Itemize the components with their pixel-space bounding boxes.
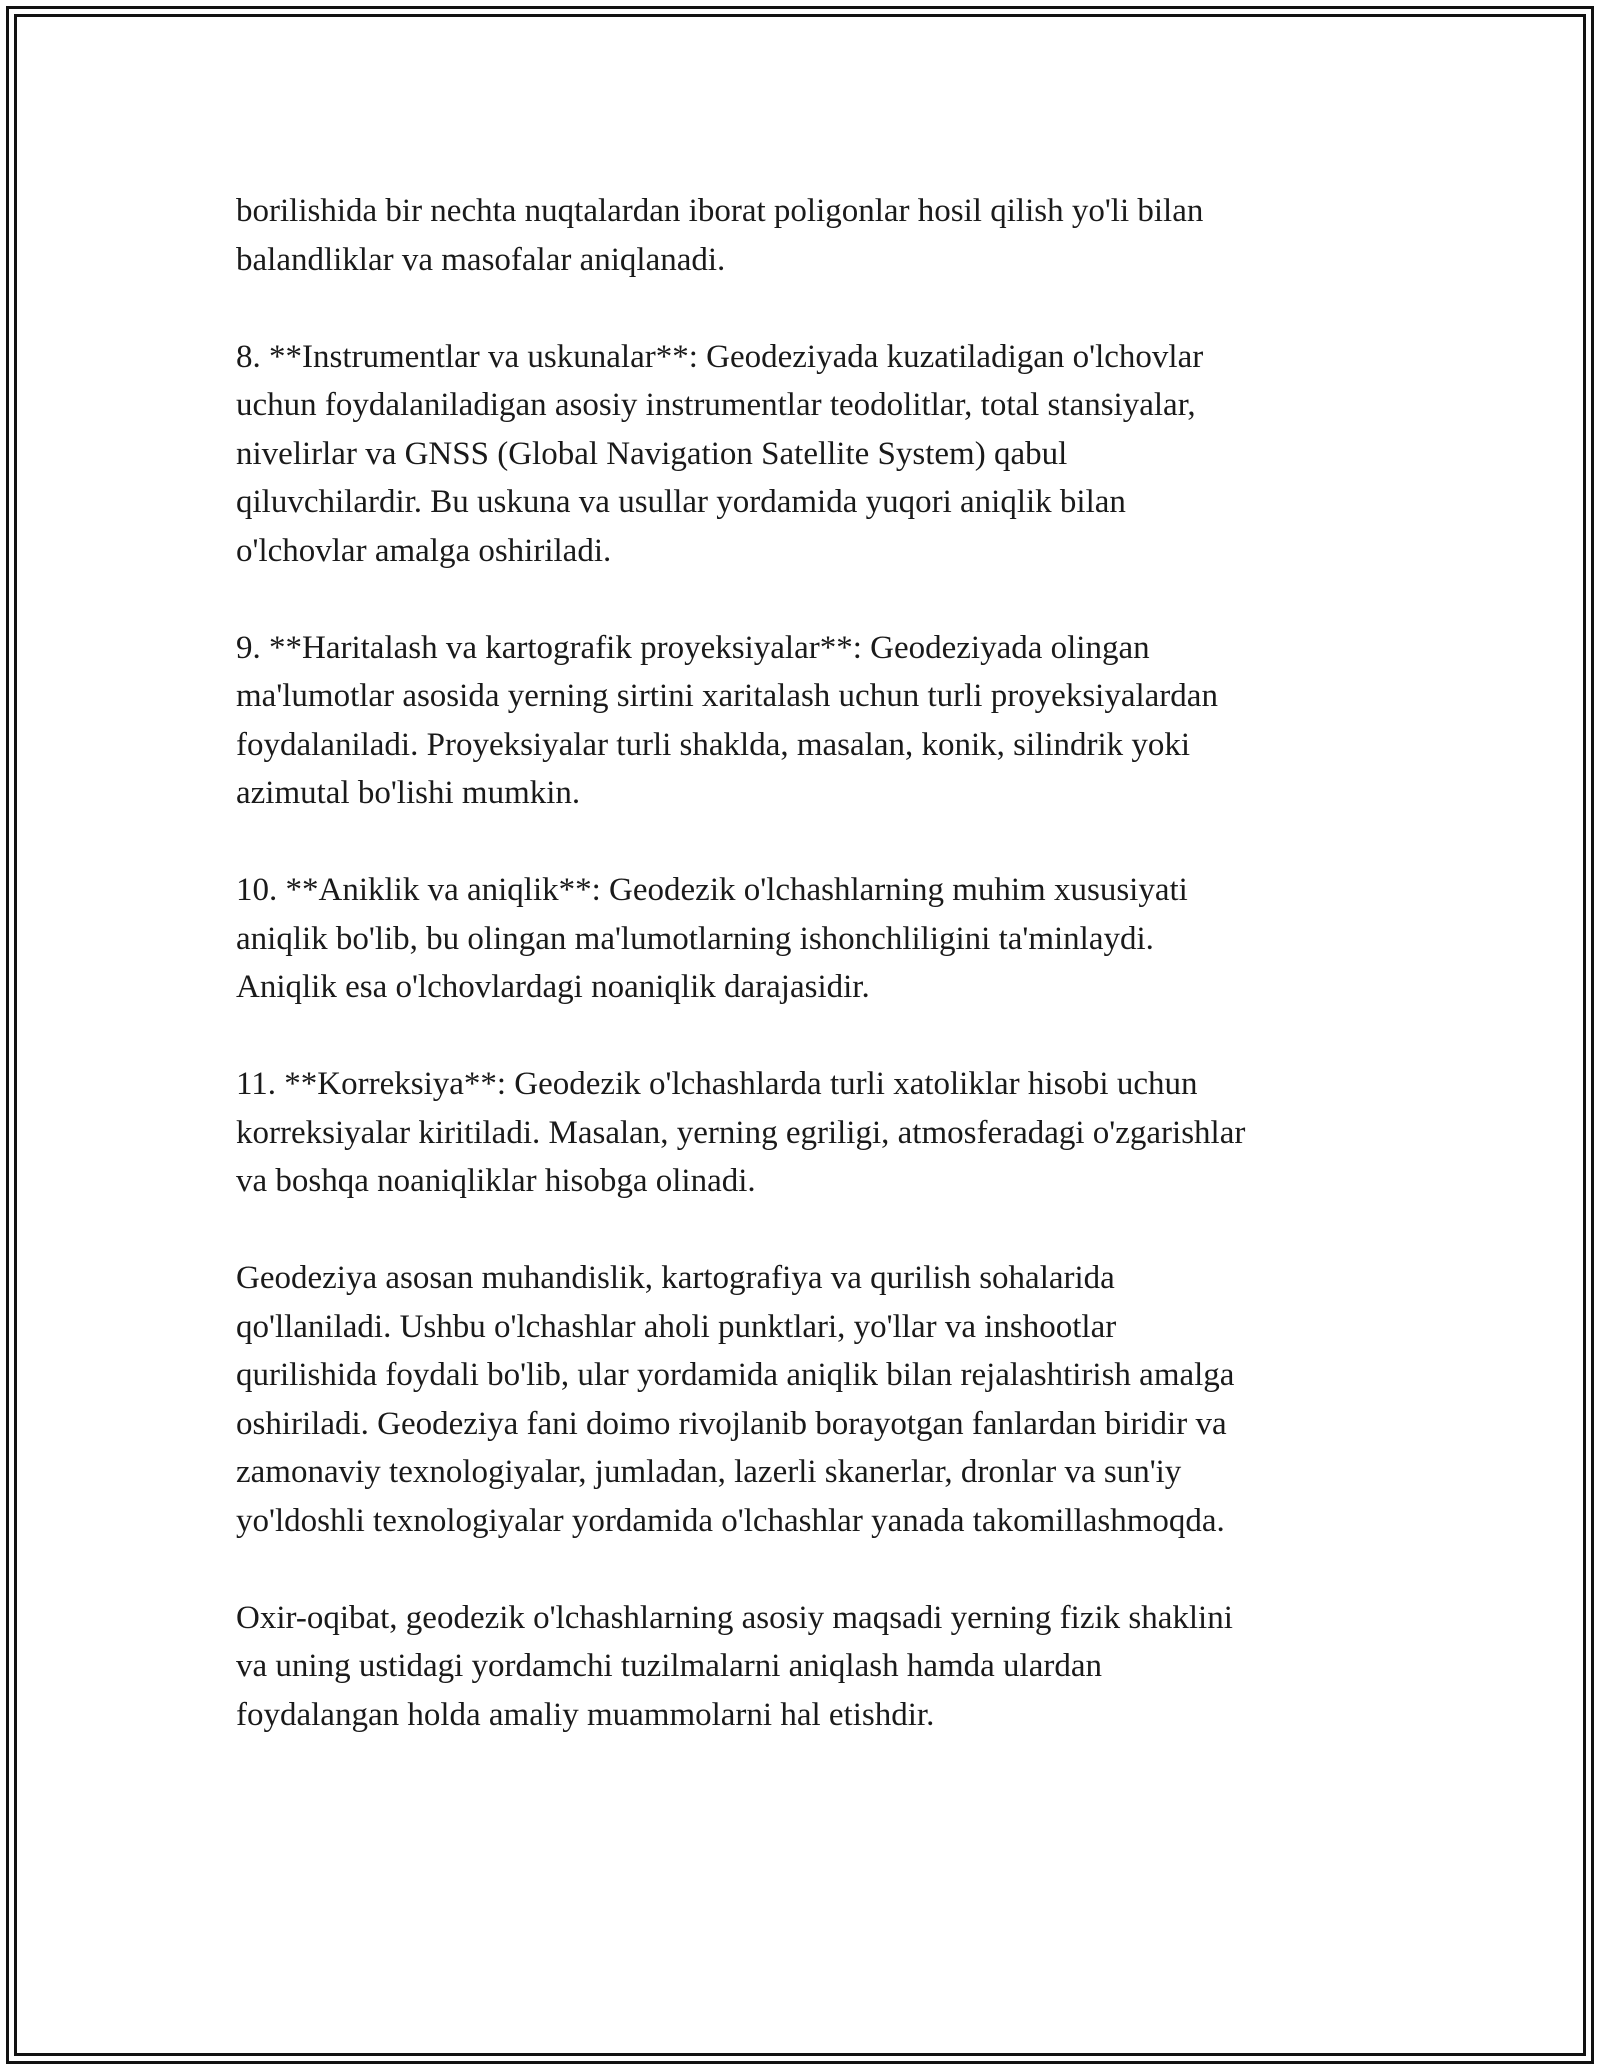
paragraph-correction: 11. **Korreksiya**: Geodezik o'lchashlarda turli xatoliklar hisobi uchun korreksiyalar kiritiladi. Masalan, yerning egriligi, atmosferadagi o'zgarishlar va boshqa noaniqliklar hisobga olinadi. [236, 1066, 1246, 1199]
paragraph-instruments: 8. **Instrumentlar va uskunalar**: Geodeziyada kuzatiladigan o'lchovlar uchun foydalaniladigan asosiy instrumentlar teodolitlar, total stansiyalar, nivelirlar va GNSS (Global Navigation Satellite System) qabul qiluvchilardir. Bu uskuna va usullar yordamida yuqori aniqlik bilan o'lchovlar amalga oshiriladi. [236, 338, 1204, 569]
document-body [236, 187, 1396, 1739]
paragraph-accuracy: 10. **Aniklik va aniqlik**: Geodezik o'lchashlarning muhim xususiyati aniqlik bo'lib, bu olingan ma'lumotlarning ishonchliligini ta'minlaydi. Aniqlik esa o'lchovlardagi noaniqlik darajasidir. [236, 872, 1188, 1005]
paragraph-continuation: borilishida bir nechta nuqtalardan iborat poligonlar hosil qilish yo'li bilan balandliklar va masofalar aniqlanadi. [236, 193, 1204, 278]
paragraph-applications: Geodeziya asosan muhandislik, kartografiya va qurilish sohalarida qo'llaniladi. Ushbu o'lchashlar aholi punktlari, yo'llar va inshootlar qurilishida foydali bo'lib, ular yordamida aniqlik bilan rejalashtirish amalga oshiriladi. Geodeziya fani doimo rivojlanib borayotgan fanlardan biridir va zamonaviy texnologiyalar, jumladan, lazerli skanerlar, dronlar va sun'iy yo'ldoshli texnologiyalar yordamida o'lchashlar yanada takomillashmoqda. [236, 1260, 1235, 1539]
paragraph-conclusion: Oxir-oqibat, geodezik o'lchashlarning asosiy maqsadi yerning fizik shaklini va uning ustidagi yordamchi tuzilmalarni aniqlash hamda ulardan foydalangan holda amaliy muammolarni hal etishdir. [236, 1599, 1233, 1733]
paragraph-cartography: 9. **Haritalash va kartografik proyeksiyalar**: Geodeziyada olingan ma'lumotlar asosida yerning sirtini xaritalash uchun turli proyeksiyalardan foydalaniladi. Proyeksiyalar turli shakldа, masalan, konik, silindrik yoki azimutal bo'lishi mumkin. [236, 629, 1218, 811]
